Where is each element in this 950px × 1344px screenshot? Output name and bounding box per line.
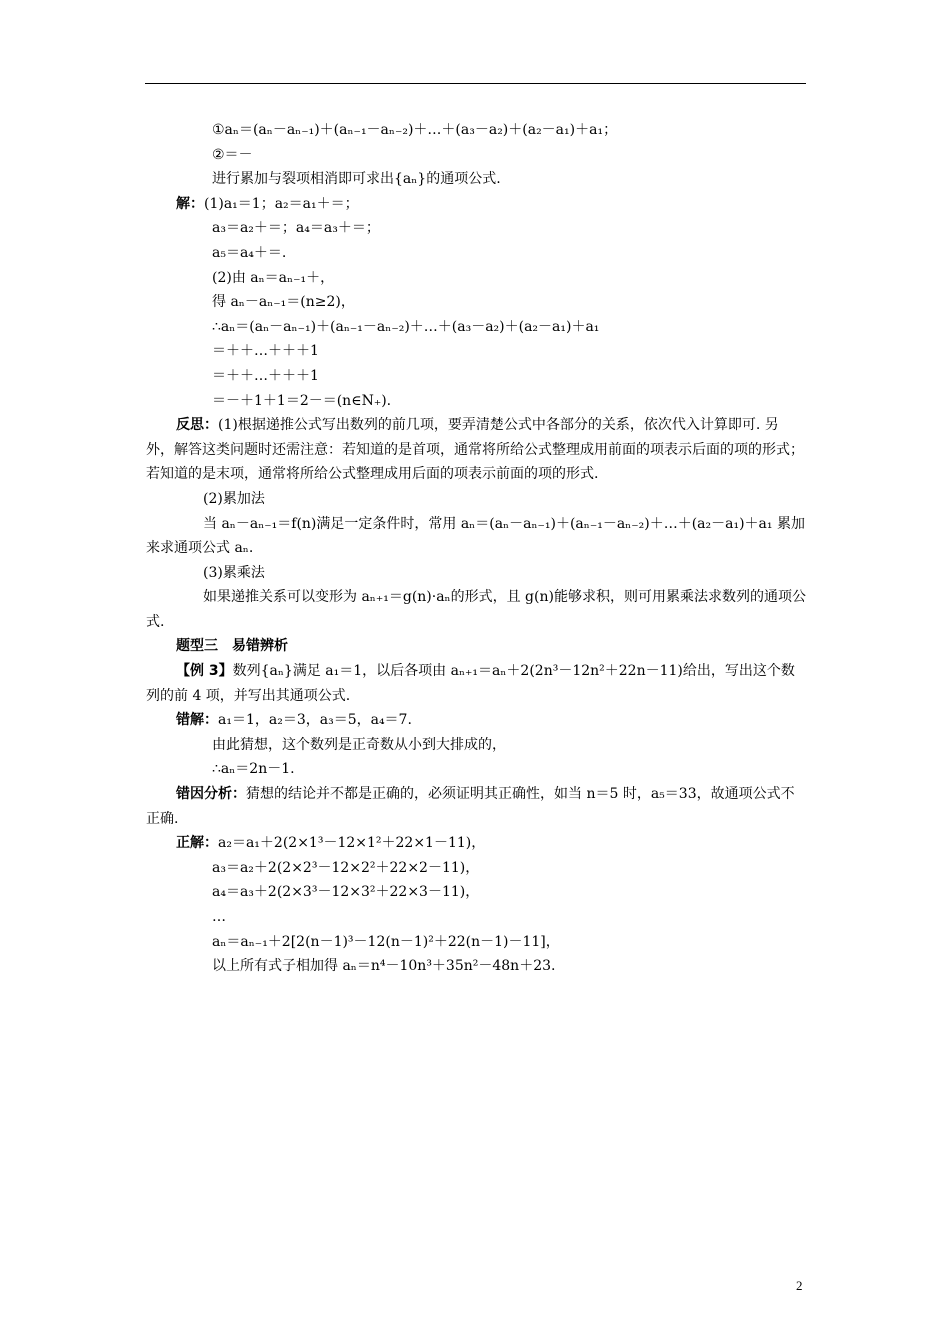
- correct-solution-first-line: 正解：a₂＝a₁＋2(2×1³－12×1²＋22×1－11)，: [176, 835, 486, 852]
- error-analysis-paragraph: 错因分析：猜想的结论并不都是正确的，必须证明其正确性，如当 n＝5 时，a₅＝33，故通项公式不正确.: [146, 786, 795, 827]
- wrong-solution-line: ∴aₙ＝2n－1.: [212, 761, 295, 778]
- reflection-label: 反思：: [176, 417, 218, 434]
- correct-solution-line: 以上所有式子相加得 aₙ＝n⁴－10n³＋35n²－48n＋23.: [212, 958, 556, 975]
- solution-line: ∴aₙ＝(aₙ－aₙ₋₁)＋(aₙ₋₁－aₙ₋₂)＋…＋(a₃－a₂)＋(a₂－a₁)＋a₁: [212, 318, 600, 335]
- wrong-solution-first-line: 错解：a₁＝1，a₂＝3，a₃＝5，a₄＝7.: [176, 712, 412, 729]
- header-rule: [145, 83, 806, 84]
- solution-line: a₃＝a₂＋＝；a₄＝a₃＋＝；: [212, 220, 380, 237]
- wrong-solution-label: 错解：: [176, 712, 218, 729]
- correct-solution-line: a₃＝a₂＋2(2×2³－12×2²＋22×2－11)，: [212, 859, 480, 876]
- solution-first-line: 解：(1)a₁＝1；a₂＝a₁＋＝；: [176, 195, 359, 212]
- text-line: 进行累加与裂项相消即可求出{aₙ}的通项公式.: [212, 171, 501, 188]
- solution-label: 解：: [176, 195, 204, 212]
- example-label: 【例 3】: [176, 663, 233, 680]
- page-number: 2: [796, 1278, 803, 1293]
- solution-line: (2)由 aₙ＝aₙ₋₁＋，: [212, 269, 335, 286]
- text-line: ②＝－: [212, 146, 253, 163]
- text-line: ①aₙ＝(aₙ－aₙ₋₁)＋(aₙ₋₁－aₙ₋₂)＋…＋(a₃－a₂)＋(a₂－a₁)＋a₁；: [212, 122, 618, 138]
- correct-solution-line: a₄＝a₃＋2(2×3³－12×3²＋22×3－11)，: [212, 884, 480, 901]
- method-paragraph: 当 aₙ－aₙ₋₁＝f(n)满足一定条件时，常用 aₙ＝(aₙ－aₙ₋₁)＋(aₙ₋₁－aₙ₋₂)＋…＋(a₂－a₁)＋a₁ 累加来求通项公式 aₙ.: [146, 515, 805, 557]
- solution-line: ＝＋＋…＋＋＋1: [212, 367, 319, 384]
- correct-solution-line: aₙ＝aₙ₋₁＋2[2(n－1)³－12(n－1)²＋22(n－1)－11]，: [212, 933, 560, 950]
- section-heading: 题型三 易错辨析: [176, 638, 288, 655]
- example-paragraph: 【例 3】数列{aₙ}满足 a₁＝1，以后各项由 aₙ₊₁＝aₙ＋2(2n³－12n²＋22n－11)给出，写出这个数列的前 4 项，并写出其通项公式.: [146, 663, 795, 704]
- correct-solution-line: …: [212, 909, 226, 925]
- method-title: (3)累乘法: [203, 564, 265, 581]
- method-paragraph: 如果递推关系可以变形为 aₙ₊₁＝g(n)·aₙ的形式，且 g(n)能够求积，则可用累乘法求数列的通项公式.: [146, 589, 806, 630]
- page-body: [146, 118, 806, 979]
- error-analysis-label: 错因分析：: [176, 786, 246, 803]
- solution-line: 得 aₙ－aₙ₋₁＝(n≥2)，: [212, 294, 355, 311]
- wrong-solution-line: 由此猜想，这个数列是正奇数从小到大排成的，: [212, 736, 506, 753]
- method-title: (2)累加法: [203, 490, 265, 507]
- reflection-paragraph: 反思：(1)根据递推公式写出数列的前几项，要弄清楚公式中各部分的关系，依次代入计算即可. 另外，解答这类问题时还需注意：若知道的是首项，通常将所给公式整理成用前面的项表示后面的项的形式；若知道的是末项，通常将所给公式整理成用后面的项表示前面的项的形式.: [146, 417, 804, 483]
- correct-solution-label: 正解：: [176, 835, 218, 852]
- solution-line: ＝－＋1＋1＝2－＝(n∈N₊).: [212, 392, 392, 409]
- solution-line: ＝＋＋…＋＋＋1: [212, 343, 319, 360]
- solution-line: a₅＝a₄＋＝.: [212, 244, 287, 261]
